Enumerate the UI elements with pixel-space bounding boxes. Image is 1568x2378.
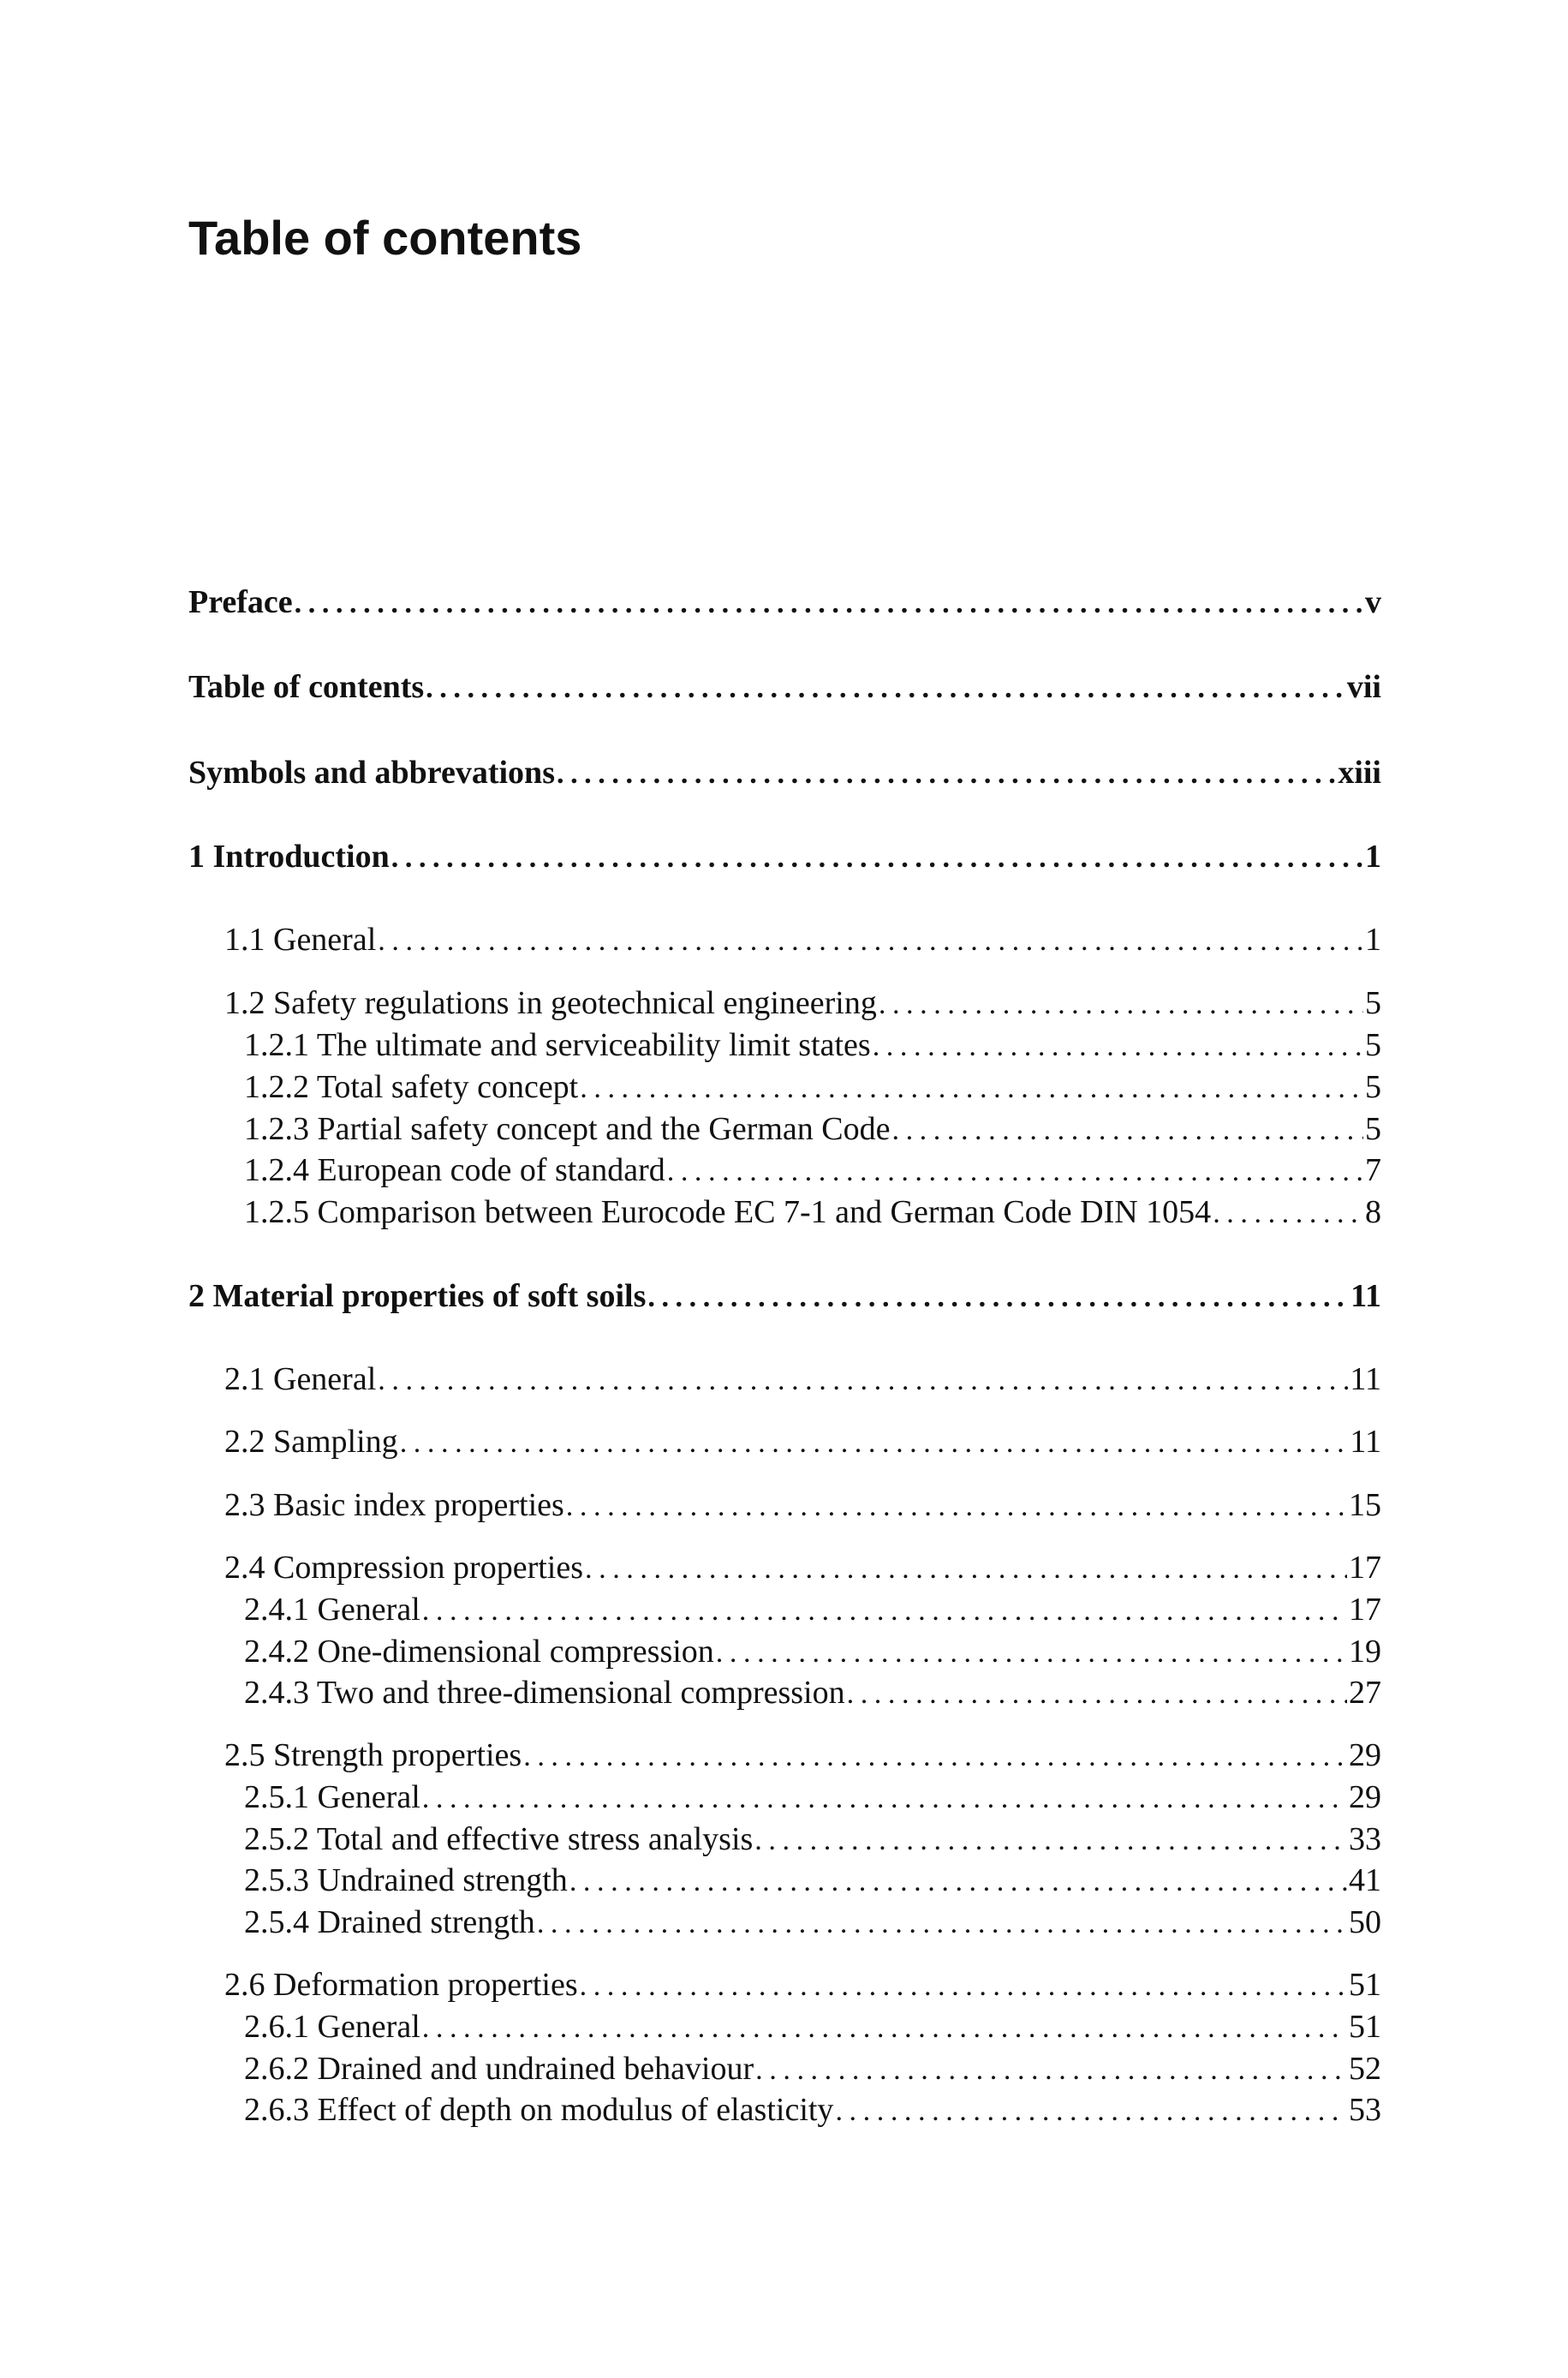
toc-entry-label: 1.2.1 The ultimate and serviceability limit states bbox=[244, 1027, 871, 1063]
toc-entry-page: 53 bbox=[1349, 2092, 1381, 2128]
toc-entry-2-6-1[interactable] bbox=[244, 2007, 1381, 2046]
toc-entry-label: Symbols and abbrevations bbox=[188, 755, 555, 791]
toc-entry-label: 1.2.5 Comparison between Eurocode EC 7-1 and German Code DIN 1054 bbox=[244, 1194, 1212, 1230]
toc-entry-page: 7 bbox=[1365, 1152, 1381, 1188]
toc-entry-chapter-1[interactable] bbox=[188, 837, 1381, 876]
dot-leader bbox=[569, 1862, 1347, 1902]
toc-entry-table-of-contents[interactable] bbox=[188, 667, 1381, 707]
toc-entry-2-1[interactable] bbox=[224, 1359, 1381, 1399]
toc-entry-2-4-1[interactable] bbox=[244, 1590, 1381, 1629]
toc-entry-2-5[interactable] bbox=[224, 1736, 1381, 1775]
toc-entry-2-5-3[interactable] bbox=[244, 1861, 1381, 1900]
toc-entry-label: 2.5.1 General bbox=[244, 1779, 420, 1815]
toc-entry-page: 1 bbox=[1365, 839, 1381, 875]
toc-entry-page: 51 bbox=[1349, 2009, 1381, 2045]
toc-entry-label: 2.6.3 Effect of depth on modulus of elasticity bbox=[244, 2092, 834, 2128]
dot-leader bbox=[422, 1779, 1347, 1819]
dot-leader bbox=[754, 1821, 1347, 1861]
toc-entry-page: v bbox=[1365, 584, 1381, 620]
toc-entry-2-4-2[interactable] bbox=[244, 1632, 1381, 1671]
toc-entry-label: 2.4.3 Two and three-dimensional compression bbox=[244, 1675, 845, 1711]
dot-leader bbox=[422, 2009, 1347, 2048]
dot-leader bbox=[391, 839, 1363, 878]
dot-leader bbox=[716, 1634, 1347, 1673]
toc-entry-2-6[interactable] bbox=[224, 1965, 1381, 2005]
toc-entry-label: 2.5 Strength properties bbox=[224, 1737, 522, 1773]
toc-entry-page: 8 bbox=[1365, 1194, 1381, 1230]
dot-leader bbox=[422, 1592, 1347, 1631]
toc-entry-2-6-3[interactable] bbox=[244, 2090, 1381, 2130]
toc-entry-1-2-2[interactable] bbox=[244, 1067, 1381, 1107]
toc-entry-label: 2.1 General bbox=[224, 1361, 377, 1397]
toc-entry-page: vii bbox=[1346, 669, 1381, 705]
dot-leader bbox=[580, 1967, 1347, 2006]
toc-entry-page: 1 bbox=[1365, 922, 1381, 958]
dot-leader bbox=[378, 922, 1363, 961]
dot-leader bbox=[1213, 1194, 1363, 1234]
dot-leader bbox=[667, 1152, 1363, 1192]
toc-entry-label: Table of contents bbox=[188, 669, 425, 705]
toc-entry-2-5-2[interactable] bbox=[244, 1819, 1381, 1859]
dot-leader bbox=[557, 755, 1336, 794]
toc-entry-label: 1.1 General bbox=[224, 922, 377, 958]
toc-entry-label: 2.4.1 General bbox=[244, 1592, 420, 1628]
toc-entry-page: 41 bbox=[1349, 1862, 1381, 1898]
dot-leader bbox=[755, 2051, 1347, 2090]
toc-entry-label: 1.2.4 European code of standard bbox=[244, 1152, 665, 1188]
dot-leader bbox=[426, 669, 1345, 708]
dot-leader bbox=[378, 1361, 1348, 1401]
toc-entry-page: 29 bbox=[1349, 1737, 1381, 1773]
toc-entry-page: 11 bbox=[1350, 1361, 1381, 1397]
toc-entry-page: xiii bbox=[1338, 755, 1381, 791]
dot-leader bbox=[580, 1069, 1363, 1108]
toc-entry-2-3[interactable] bbox=[224, 1485, 1381, 1525]
toc-entry-page: 15 bbox=[1349, 1487, 1381, 1523]
toc-entry-label: 2.5.3 Undrained strength bbox=[244, 1862, 568, 1898]
toc-entry-label: 1.2.2 Total safety concept bbox=[244, 1069, 579, 1105]
toc-entry-2-2[interactable] bbox=[224, 1422, 1381, 1461]
dot-leader bbox=[891, 1111, 1363, 1150]
page-title: Table of contents bbox=[188, 211, 582, 265]
toc-entry-label: 2.2 Sampling bbox=[224, 1424, 398, 1460]
toc-entry-label: 2.5.4 Drained strength bbox=[244, 1904, 535, 1940]
dot-leader bbox=[647, 1278, 1349, 1317]
toc-entry-page: 33 bbox=[1349, 1821, 1381, 1857]
toc-entry-page: 17 bbox=[1349, 1592, 1381, 1628]
toc-entry-label: 2.6.2 Drained and undrained behaviour bbox=[244, 2051, 754, 2087]
toc-entry-2-5-1[interactable] bbox=[244, 1778, 1381, 1817]
dot-leader bbox=[873, 1027, 1363, 1067]
toc-entry-symbols[interactable] bbox=[188, 753, 1381, 792]
dot-leader bbox=[835, 2092, 1347, 2131]
toc-entry-label: 2.3 Basic index properties bbox=[224, 1487, 564, 1523]
dot-leader bbox=[295, 584, 1363, 624]
toc-entry-page: 50 bbox=[1349, 1904, 1381, 1940]
toc-entry-page: 19 bbox=[1349, 1634, 1381, 1670]
toc-entry-label: 2 Material properties of soft soils bbox=[188, 1278, 647, 1314]
toc-entry-page: 27 bbox=[1349, 1675, 1381, 1711]
toc-entry-2-4-3[interactable] bbox=[244, 1673, 1381, 1712]
dot-leader bbox=[523, 1737, 1347, 1777]
toc-entry-label: 2.6.1 General bbox=[244, 2009, 420, 2045]
toc-entry-page: 5 bbox=[1365, 1111, 1381, 1147]
toc-entry-label: Preface bbox=[188, 584, 293, 620]
toc-entry-2-5-4[interactable] bbox=[244, 1903, 1381, 1942]
toc-entry-page: 29 bbox=[1349, 1779, 1381, 1815]
dot-leader bbox=[847, 1675, 1347, 1714]
dot-leader bbox=[400, 1424, 1349, 1463]
toc-entry-label: 2.4 Compression properties bbox=[224, 1550, 584, 1586]
toc-entry-label: 1.2.3 Partial safety concept and the German Code bbox=[244, 1111, 891, 1147]
dot-leader bbox=[537, 1904, 1347, 1944]
dot-leader bbox=[879, 985, 1363, 1025]
toc-entry-label: 2.6 Deformation properties bbox=[224, 1967, 578, 2003]
toc-entry-page: 5 bbox=[1365, 1027, 1381, 1063]
toc-entry-page: 52 bbox=[1349, 2051, 1381, 2087]
toc-entry-page: 5 bbox=[1365, 1069, 1381, 1105]
toc-entry-2-6-2[interactable] bbox=[244, 2049, 1381, 2088]
toc-entry-label: 2.5.2 Total and effective stress analysis bbox=[244, 1821, 754, 1857]
toc-entry-1-2[interactable] bbox=[224, 983, 1381, 1023]
toc-entry-1-2-4[interactable] bbox=[244, 1150, 1381, 1190]
toc-entry-label: 1 Introduction bbox=[188, 839, 390, 875]
toc-entry-page: 17 bbox=[1349, 1550, 1381, 1586]
toc-entry-1-2-5[interactable] bbox=[244, 1192, 1381, 1232]
toc-entry-1-2-1[interactable] bbox=[244, 1025, 1381, 1065]
toc-entry-1-2-3[interactable] bbox=[244, 1109, 1381, 1149]
toc-entry-page: 11 bbox=[1350, 1424, 1381, 1460]
toc-entry-preface[interactable] bbox=[188, 583, 1381, 622]
dot-leader bbox=[566, 1487, 1347, 1527]
toc-entry-2-4[interactable] bbox=[224, 1548, 1381, 1587]
dot-leader bbox=[585, 1550, 1347, 1589]
toc-entry-page: 51 bbox=[1349, 1967, 1381, 2003]
toc-entry-page: 11 bbox=[1350, 1278, 1381, 1314]
toc-entry-page: 5 bbox=[1365, 985, 1381, 1021]
toc-entry-label: 2.4.2 One-dimensional compression bbox=[244, 1634, 714, 1670]
toc-entry-1-1[interactable] bbox=[224, 920, 1381, 959]
toc-entry-label: 1.2 Safety regulations in geotechnical engineering bbox=[224, 985, 877, 1021]
toc-entry-chapter-2[interactable] bbox=[188, 1276, 1381, 1316]
